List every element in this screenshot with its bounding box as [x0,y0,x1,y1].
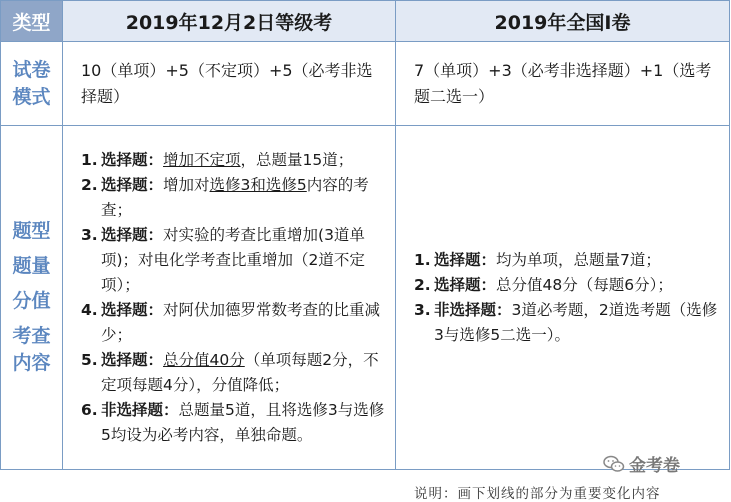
header-row [1,1,730,42]
item-text: （单项每题2分，不定项每题4分），分值降低； [101,350,379,394]
item-keyword: 选择题： [101,300,164,319]
row-head-line: 内容 [12,352,51,374]
exam-mode-col2: 7（单项）+3（必考非选择题）+1（选考题二选一） [396,42,730,126]
type-header: 类型 [1,1,63,42]
footer-note: 说明：画下划线的部分为重要变化内容 [414,486,661,502]
item-number: 2. [81,175,98,194]
watermark-text: 金考卷 [629,456,680,476]
exam-mode-head [1,42,63,126]
row-head-line: 分值 [12,290,51,312]
list-item [81,298,385,348]
col2-header: 2019年全国Ⅰ卷 [396,1,730,42]
details-col2 [396,126,730,470]
row-head-line: 模式 [12,85,51,108]
item-keyword: 选择题： [101,150,164,169]
item-number: 3. [81,225,98,244]
col1-header: 2019年12月2日等级考 [63,1,396,42]
list-item [81,398,385,448]
item-keyword: 选择题： [101,350,164,369]
item-number: 1. [414,250,431,269]
details-head [1,126,63,470]
wechat-icon [603,455,625,473]
list-item [81,173,385,223]
list-item [414,273,719,298]
item-keyword: 选择题： [101,225,164,244]
list-item [81,348,385,398]
list-item [81,148,385,173]
row-head-line: 试卷 [12,58,51,81]
item-text: 均为单项，总题量7道； [496,250,661,269]
row-head-line: 题型 [12,220,51,242]
item-number: 5. [81,350,98,369]
exam-mode-row [1,42,730,126]
item-text: 内容的考查； [101,175,369,219]
details-row [1,126,730,470]
item-text: 增加对 [163,175,210,194]
watermark [603,451,680,476]
item-text: 对阿伏加德罗常数考查的比重减少； [101,300,381,344]
row-head-line: 考查 [12,325,51,347]
item-text: 3道必考题，2道选考题（选修3与选修5二选一）。 [434,300,718,344]
item-number: 1. [81,150,98,169]
exam-mode-col1: 10（单项）+5（不定项）+5（必考非选择题） [63,42,396,126]
list-item [414,248,719,273]
item-keyword: 选择题： [434,250,497,269]
underlined-text: 总分值40分 [163,350,245,369]
item-keyword: 选择题： [101,175,164,194]
item-number: 6. [81,400,98,419]
underlined-text: 增加不定项 [163,150,241,169]
list-item [414,298,719,348]
item-text: 对实验的考查比重增加(3道单项)；对电化学考查比重增加（2道不定项）； [101,225,365,294]
list-item [81,223,385,298]
item-text: 总题量5道，且将选修3与选修5均设为必考内容，单独命题。 [101,400,385,444]
item-text: ，总题量15道； [240,150,354,169]
item-keyword: 非选择题： [101,400,179,419]
item-text: 总分值48分（每题6分）； [496,275,673,294]
item-number: 4. [81,300,98,319]
item-keyword: 非选择题： [434,300,512,319]
underlined-text: 选修3和选修5 [209,175,307,194]
row-head-line: 题量 [12,255,51,277]
details-col1 [63,126,396,470]
item-keyword: 选择题： [434,275,497,294]
item-number: 3. [414,300,431,319]
item-number: 2. [414,275,431,294]
